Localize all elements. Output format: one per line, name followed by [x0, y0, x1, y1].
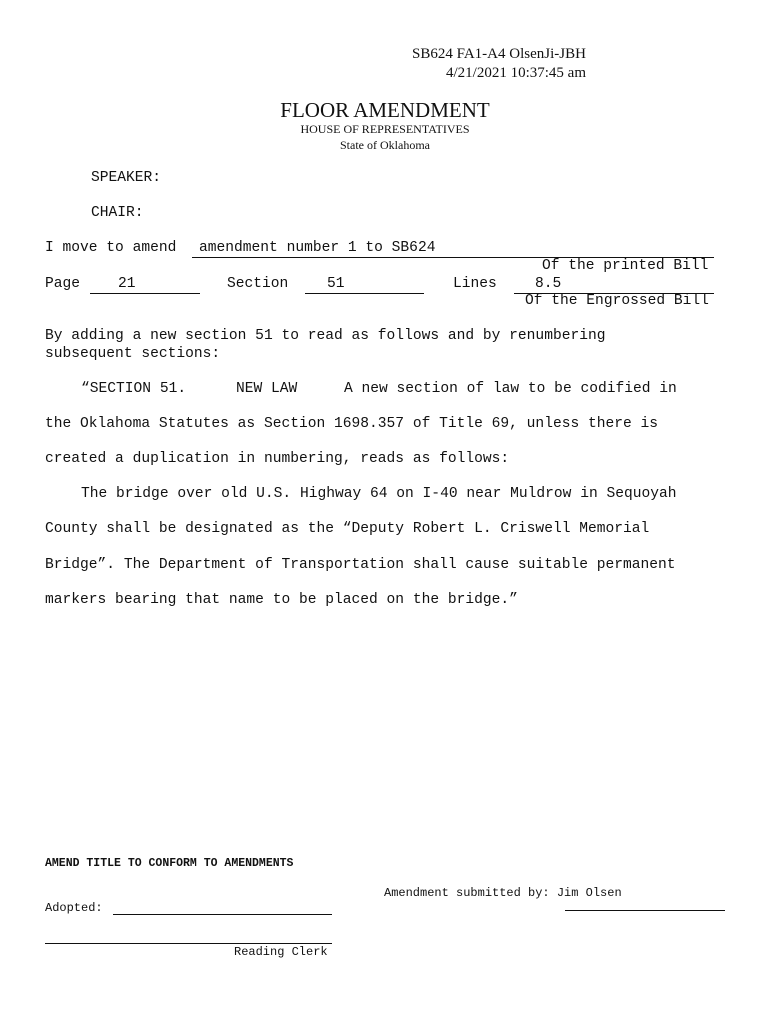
clerk-signature-line	[45, 943, 332, 944]
lines-value: 8.5	[535, 276, 562, 292]
page-value: 21	[118, 276, 136, 292]
page-label: Page	[45, 276, 81, 292]
chamber-name: HOUSE OF REPRESENTATIVES	[300, 122, 470, 136]
amend-target-field	[192, 240, 714, 258]
lines-field	[514, 276, 714, 294]
new-law-label: NEW LAW	[236, 381, 298, 397]
section-field	[305, 276, 424, 294]
section-text-line-2: the Oklahoma Statutes as Section 1698.357 of Title 69, unless there is	[45, 416, 659, 432]
section-text-line-3: created a duplication in numbering, reads as follows:	[45, 451, 510, 467]
section-text-line-1: A new section of law to be codified in	[344, 381, 677, 397]
submitted-signature-line	[565, 910, 725, 911]
engrossed-bill-label: Of the Engrossed Bill	[525, 293, 709, 309]
printed-bill-label: Of the printed Bill	[542, 258, 709, 274]
page-title: FLOOR AMENDMENT	[280, 98, 490, 122]
state-name: State of Oklahoma	[340, 138, 430, 152]
section-text-line-7: markers bearing that name to be placed on the bridge.”	[45, 592, 518, 608]
amend-target-value: amendment number 1 to SB624	[199, 240, 436, 256]
document-id: SB624 FA1-A4 OlsenJi-JBH	[412, 46, 586, 62]
adopted-label: Adopted:	[45, 901, 103, 915]
reading-clerk-label: Reading Clerk	[234, 945, 328, 959]
submitted-by-label: Amendment submitted by: Jim Olsen	[384, 886, 622, 900]
section-text-line-6: Bridge”. The Department of Transportation shall cause suitable permanent	[45, 557, 676, 573]
instruction-line-1: By adding a new section 51 to read as follows and by renumbering	[45, 328, 606, 344]
section-heading: “SECTION 51.	[81, 381, 187, 397]
chair-label: CHAIR:	[91, 205, 144, 221]
adopted-signature-line	[113, 914, 332, 915]
section-text-line-5: County shall be designated as the “Deputy Robert L. Criswell Memorial	[45, 521, 650, 537]
section-label: Section	[227, 276, 289, 292]
move-to-amend-label: I move to amend	[45, 240, 177, 256]
lines-label: Lines	[453, 276, 497, 292]
instruction-line-2: subsequent sections:	[45, 346, 221, 362]
amend-title-notice: AMEND TITLE TO CONFORM TO AMENDMENTS	[45, 857, 294, 870]
page-field	[90, 276, 200, 294]
section-value: 51	[327, 276, 345, 292]
timestamp: 4/21/2021 10:37:45 am	[446, 65, 586, 81]
speaker-label: SPEAKER:	[91, 170, 162, 186]
section-text-line-4: The bridge over old U.S. Highway 64 on I-40 near Muldrow in Sequoyah	[81, 486, 677, 502]
